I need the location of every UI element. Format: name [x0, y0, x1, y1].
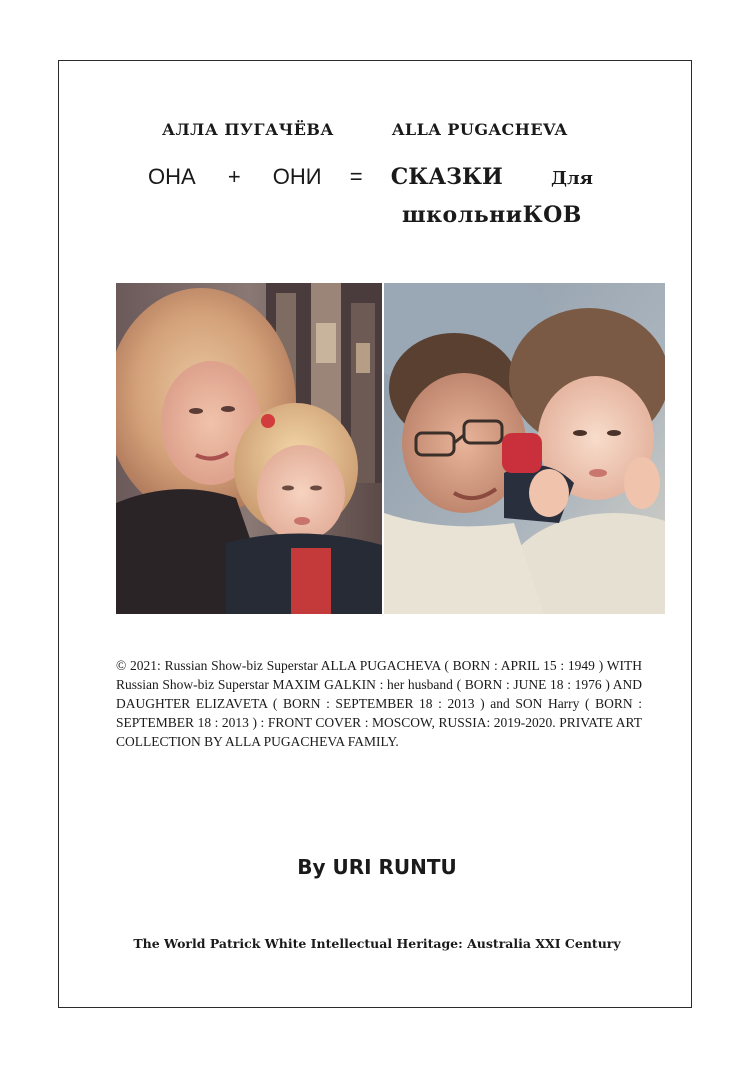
formula-skazki: СКАЗКИ: [390, 164, 503, 190]
formula-oni: ОНИ: [272, 164, 322, 189]
formula-ona: ОНА: [148, 164, 196, 189]
photo-left-image: [116, 283, 382, 614]
title-schoolkids: школьниКОВ: [402, 202, 582, 228]
title-name-ru: АЛЛА ПУГАЧЁВА: [162, 120, 334, 139]
formula-dlya: Для: [550, 168, 593, 189]
formula-plus: +: [227, 164, 241, 189]
cover-photo-left: [116, 283, 382, 614]
cover-photo-right: [384, 283, 665, 614]
title-formula: [148, 164, 593, 190]
formula-equals: =: [349, 164, 363, 189]
photo-right-image: [384, 283, 665, 614]
author-byline: By URI RUNTU: [297, 855, 457, 879]
heritage-footer: The World Patrick White Intellectual Heritage: Australia XXI Century: [133, 936, 621, 951]
copyright-caption: © 2021: Russian Show-biz Superstar ALLA PUGACHEVA ( BORN : APRIL 15 : 1949 ) WITH Russian Show-biz Superstar MAXIM GALKIN : her husband ( BORN : JUNE 18 : 1976 ) AND DAUGHTER ELIZAVETA ( BORN : SEPTEMBER 18 : 2013 ) and SON Harry ( BORN : SEPTEMBER 18 : 2013 ) : FRONT COVER : MOSCOW, RUSSIA: 2019-2020. PRIVATE ART COLLECTION BY ALLA PUGACHEVA FAMILY.: [116, 658, 642, 749]
title-name-en: ALLA PUGACHEVA: [392, 120, 568, 139]
